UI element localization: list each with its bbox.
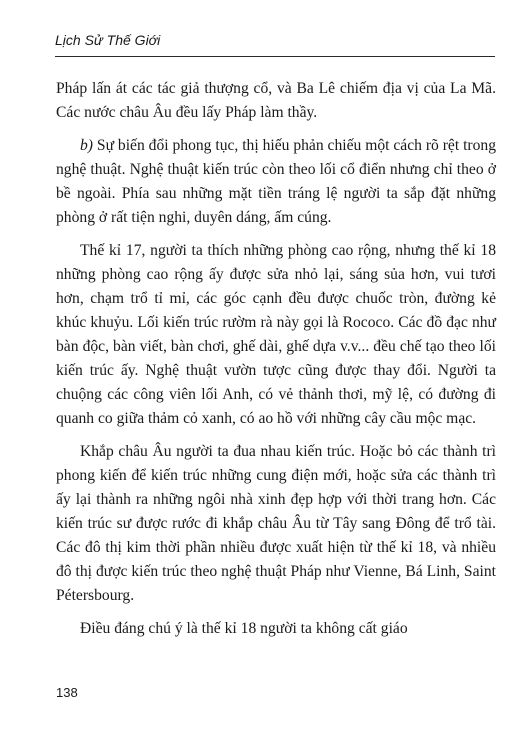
page-number: 138 <box>56 685 78 700</box>
paragraph-closing: Điều đáng chú ý là thế kỉ 18 người ta không cất giáo <box>80 620 408 637</box>
header-rule <box>55 56 495 57</box>
paragraph-continuation: Pháp lấn át các tác giả thượng cổ, và Ba Lê chiếm địa vị của La Mã. Các nước châu Âu đều lấy Pháp làm thầy. <box>56 80 496 121</box>
section-label: b) <box>80 137 93 154</box>
body-text <box>56 77 496 650</box>
paragraph-rococo: Thế kỉ 17, người ta thích những phòng cao rộng, nhưng thế kỉ 18 những phòng cao rộng ấy được sửa nhỏ lại, sáng sủa hơn, vui tươi hơn, chạm trổ tỉ mỉ, các góc cạnh đều được chuốc tròn, đường kẻ khúc khuỷu. Lối kiến trúc rườm rà này gọi là Rococo. Các đồ đạc như bàn độc, bàn viết, bàn chơi, ghế dài, ghế dựa v.v... đều chế tạo theo lối kiến trúc ấy. Nghệ thuật vườn tược cũng được thay đổi. Người ta chuộng các công viên lối Anh, có vẻ thảnh thơi, mỹ lệ, có đường đi quanh co giữa thảm cỏ xanh, có ao hồ với những cây cầu mộc mạc. <box>56 242 496 427</box>
paragraph-section-b <box>56 134 496 230</box>
paragraph-architecture: Khắp châu Âu người ta đua nhau kiến trúc. Hoặc bỏ các thành trì phong kiến để kiến trúc những cung điện mới, hoặc sửa các thành trì ấy lại thành ra những ngôi nhà xinh đẹp hợp với thời trang hơn. Các kiến trúc sư được rước đi khắp châu Âu từ Tây sang Đông để trổ tài. Các đô thị kim thời phần nhiều được xuất hiện từ thế kỉ 18, và nhiều đô thị được kiến trúc theo nghệ thuật Pháp như Vienne, Bá Linh, Saint Pétersbourg. <box>56 443 496 604</box>
running-header: Lịch Sử Thế Giới <box>55 32 161 48</box>
paragraph-text: Sự biến đổi phong tục, thị hiếu phản chiếu một cách rõ rệt trong nghệ thuật. Nghệ thuật kiến trúc còn theo lối cổ điển nhưng chỉ theo ở bề ngoài. Phía sau những mặt tiền tráng lệ người ta sắp đặt những phòng ở rất tiện nghi, duyên dáng, ấm cúng. <box>56 137 496 226</box>
